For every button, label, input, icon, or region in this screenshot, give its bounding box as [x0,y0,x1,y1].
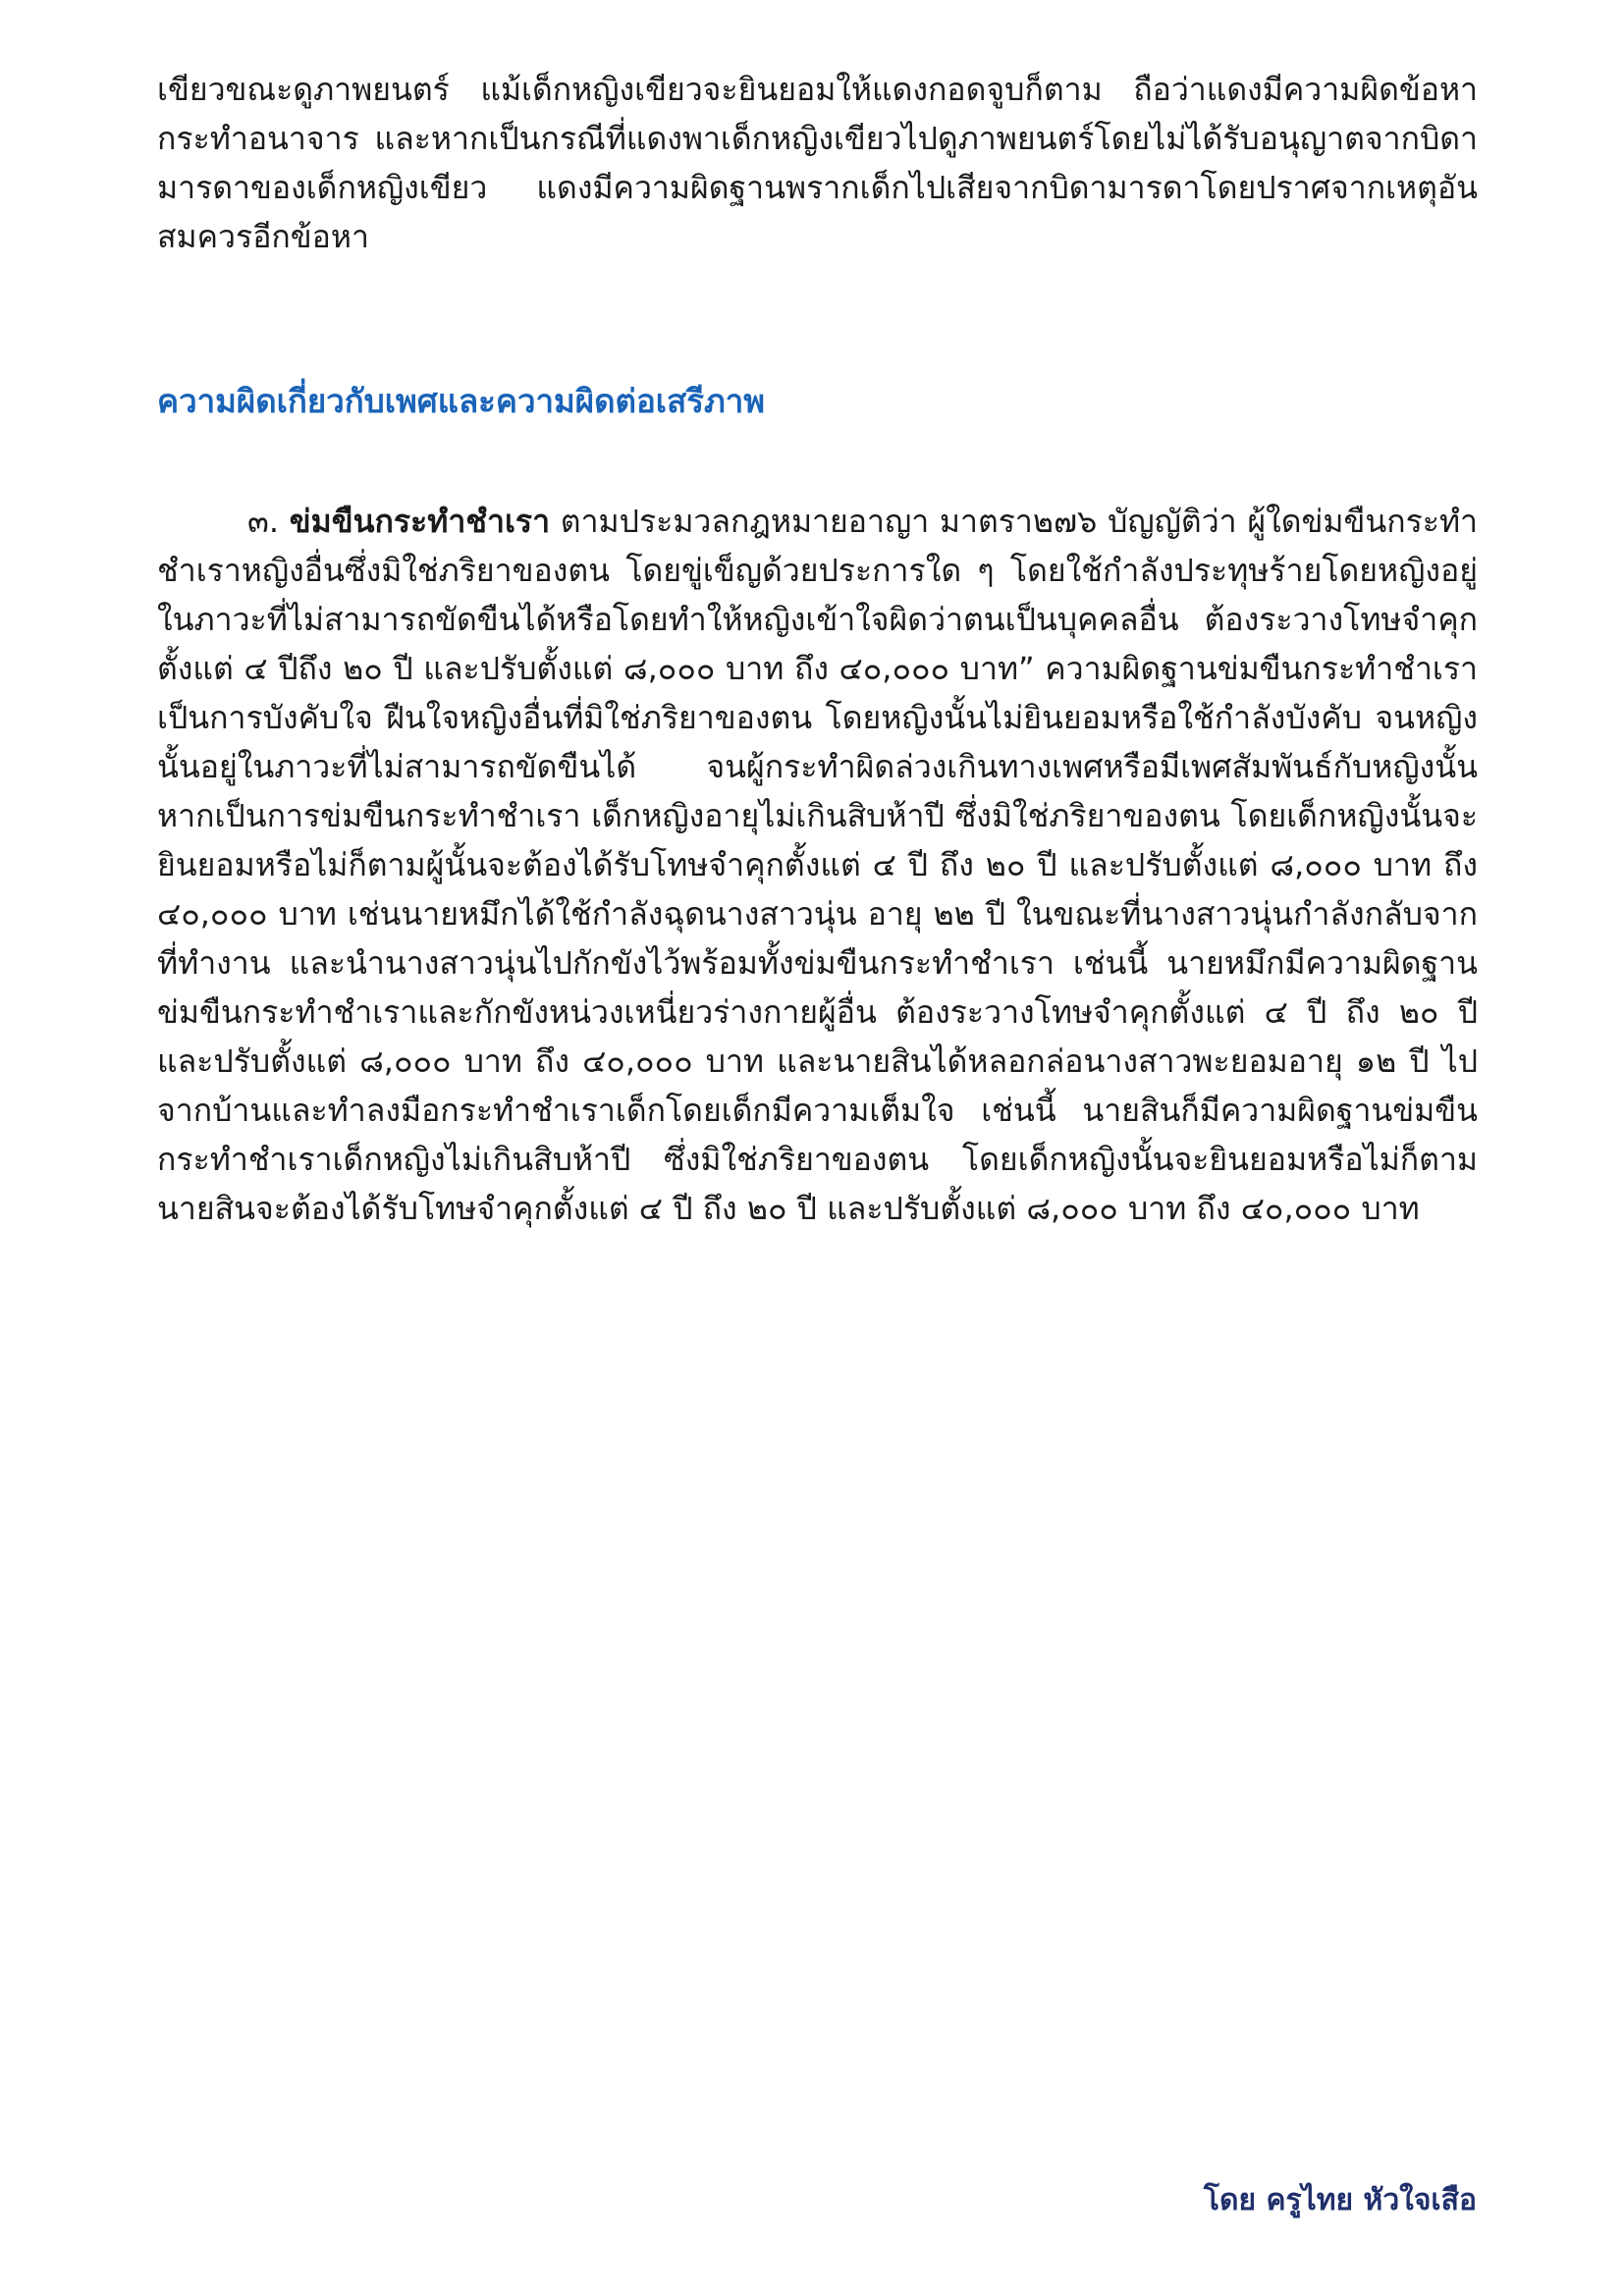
author-credit: โดย ครูไทย หัวใจเสือ [1203,2183,1477,2217]
paragraph-term: ข่มขืนกระทำชำเรา [289,503,551,540]
paragraph-body: ตามประมวลกฎหมายอาญา มาตรา๒๗๖ บัญญัติว่า ผู้ใดข่มขืนกระทำชำเราหญิงอื่นซึ่งมิใช่ภริยาของตน โดยขู่เข็ญด้วยประการใด ๆ โดยใช้กำลังประทุษร้ายโดยหญิงอยู่ในภาวะที่ไม่สามารถขัดขืนได้หรือโดยทำให้หญิงเข้าใจผิดว่าตนเป็นบุคคลอื่น ต้องระวางโทษจำคุกตั้งแต่ ๔ ปีถึง ๒๐ ปี และปรับตั้งแต่ ๘,๐๐๐ บาท ถึง ๔๐,๐๐๐ บาท” ความผิดฐานข่มขืนกระทำชำเรา เป็นการบังคับใจ ฝืนใจหญิงอื่นที่มิใช่ภริยาของตน โดยหญิงนั้นไม่ยินยอมหรือใช้กำลังบังคับ จนหญิงนั้นอยู่ในภาวะที่ไม่สามารถขัดขืนได้ จนผู้กระทำผิดล่วงเกินทางเพศหรือมีเพศสัมพันธ์กับหญิงนั้น หากเป็นการข่มขืนกระทำชำเรา เด็กหญิงอายุไม่เกินสิบห้าปี ซึ่งมิใช่ภริยาของตน โดยเด็กหญิงนั้นจะยินยอมหรือไม่ก็ตามผู้นั้นจะต้องได้รับโทษจำคุกตั้งแต่ ๔ ปี ถึง ๒๐ ปี และปรับตั้งแต่ ๘,๐๐๐ บาท ถึง ๔๐,๐๐๐ บาท เช่นนายหมึกได้ใช้กำลังฉุดนางสาวนุ่น อายุ ๒๒ ปี ในขณะที่นางสาวนุ่นกำลังกลับจากที่ทำงาน และนำนางสาวนุ่นไปกักขังไว้พร้อมทั้งข่มขืนกระทำชำเรา เช่นนี้ นายหมึกมีความผิดฐานข่มขืนกระทำชำเราและกักขังหน่วงเหนี่ยวร่างกายผู้อื่น ต้องระวางโทษจำคุกตั้งแต่ ๔ ปี ถึง ๒๐ ปี และปรับตั้งแต่ ๘,๐๐๐ บาท ถึง ๔๐,๐๐๐ บาท และนายสินได้หลอกล่อนางสาวพะยอมอายุ ๑๒ ปี ไปจากบ้านและทำลงมือกระทำชำเราเด็กโดยเด็กมีความเต็มใจ เช่นนี้ นายสินก็มีความผิดฐานข่มขืนกระทำชำเราเด็กหญิงไม่เกินสิบห้าปี ซึ่งมิใช่ภริยาของตน โดยเด็กหญิงนั้นจะยินยอมหรือไม่ก็ตาม นายสินจะต้องได้รับโทษจำคุกตั้งแต่ ๔ ปี ถึง ๒๐ ปี และปรับตั้งแต่ ๘,๐๐๐ บาท ถึง ๔๐,๐๐๐ บาท [157,503,1479,1227]
paragraph-continued: เขียวขณะดูภาพยนตร์ แม้เด็กหญิงเขียวจะยินยอมให้แดงกอดจูบก็ตาม ถือว่าแดงมีความผิดข้อหากระทำอนาจาร และหากเป็นกรณีที่แดงพาเด็กหญิงเขียวไปดูภาพยนตร์โดยไม่ได้รับอนุญาตจากบิดามารดาของเด็กหญิงเขียว แดงมีความผิดฐานพรากเด็กไปเสียจากบิดามารดาโดยปราศจากเหตุอันสมควรอีกข้อหา [157,71,1478,255]
paragraph-number: ๓. [247,503,280,540]
paragraph-rape-offense [157,497,1478,1233]
section-heading: ความผิดเกี่ยวกับเพศและความผิดต่อเสรีภาพ [157,382,765,420]
